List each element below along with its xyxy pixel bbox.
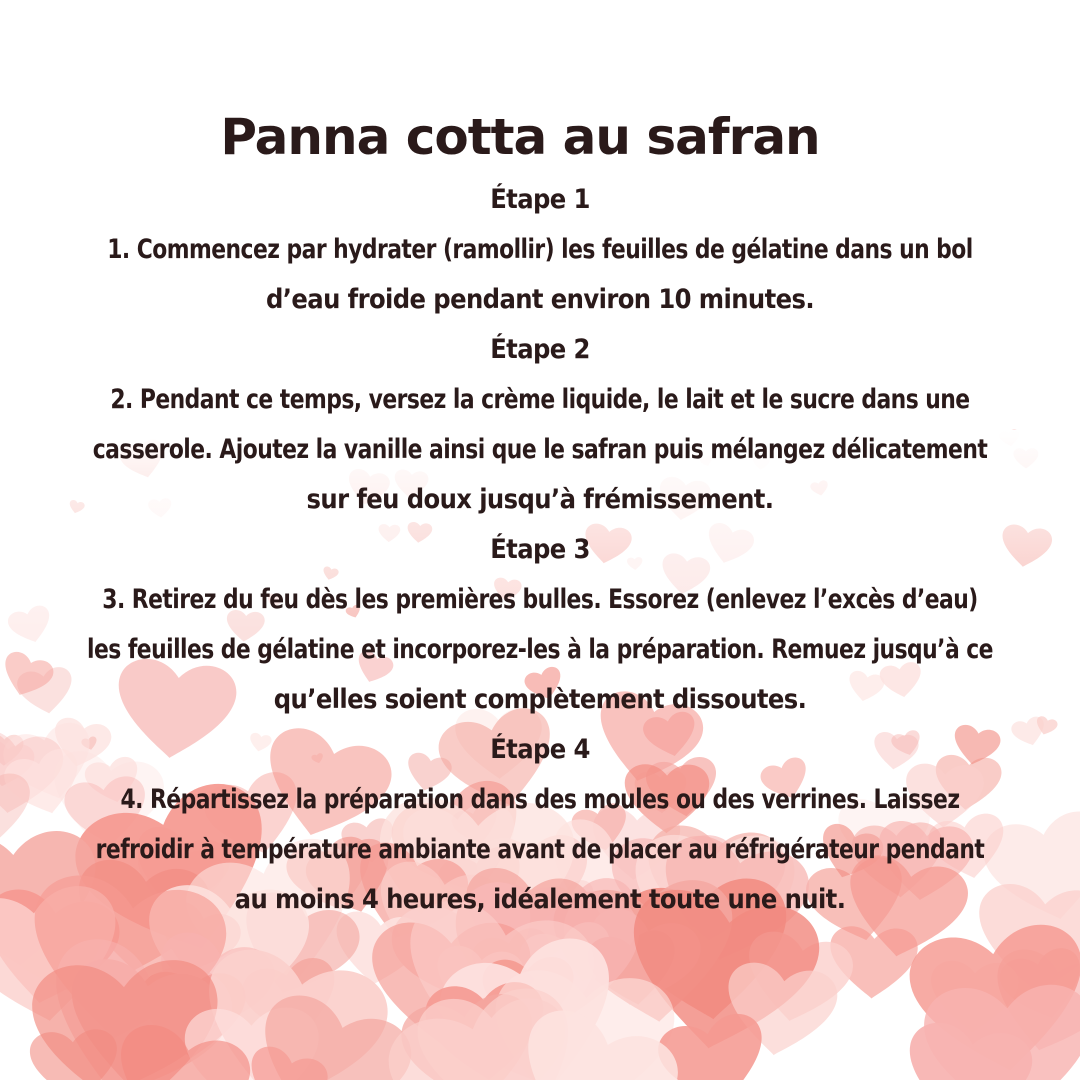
- step-2-heading: Étape 2: [490, 334, 590, 365]
- step-1-line-1: 1. Commencez par hydrater (ramollir) les feuilles de gélatine dans un bol: [107, 234, 973, 265]
- step-3-line-3: qu’elles soient complètement dissoutes.: [273, 684, 807, 715]
- step-2-line-2: casserole. Ajoutez la vanille ainsi que le safran puis mélangez délicatement: [92, 434, 988, 465]
- step-2-line-1: 2. Pendant ce temps, versez la crème liquide, le lait et le sucre dans une: [110, 384, 970, 415]
- step-3-heading: Étape 3: [490, 534, 590, 565]
- step-4-line-3: au moins 4 heures, idéalement toute une nuit.: [234, 884, 846, 915]
- recipe-title: Panna cotta au safran: [220, 108, 820, 166]
- step-1-line-2: d’eau froide pendant environ 10 minutes.: [265, 284, 815, 315]
- step-3-line-2: les feuilles de gélatine et incorporez-les à la préparation. Remuez jusqu’à ce: [87, 634, 993, 665]
- step-3-line-1: 3. Retirez du feu dès les premières bulles. Essorez (enlevez l’excès d’eau): [102, 584, 978, 615]
- step-1-heading: Étape 1: [490, 184, 590, 215]
- step-2-line-3: sur feu doux jusqu’à frémissement.: [306, 484, 774, 515]
- step-4-line-1: 4. Répartissez la préparation dans des moules ou des verrines. Laissez: [120, 784, 960, 815]
- step-4-heading: Étape 4: [490, 734, 590, 765]
- step-4-line-2: refroidir à température ambiante avant de placer au réfrigérateur pendant: [95, 834, 985, 865]
